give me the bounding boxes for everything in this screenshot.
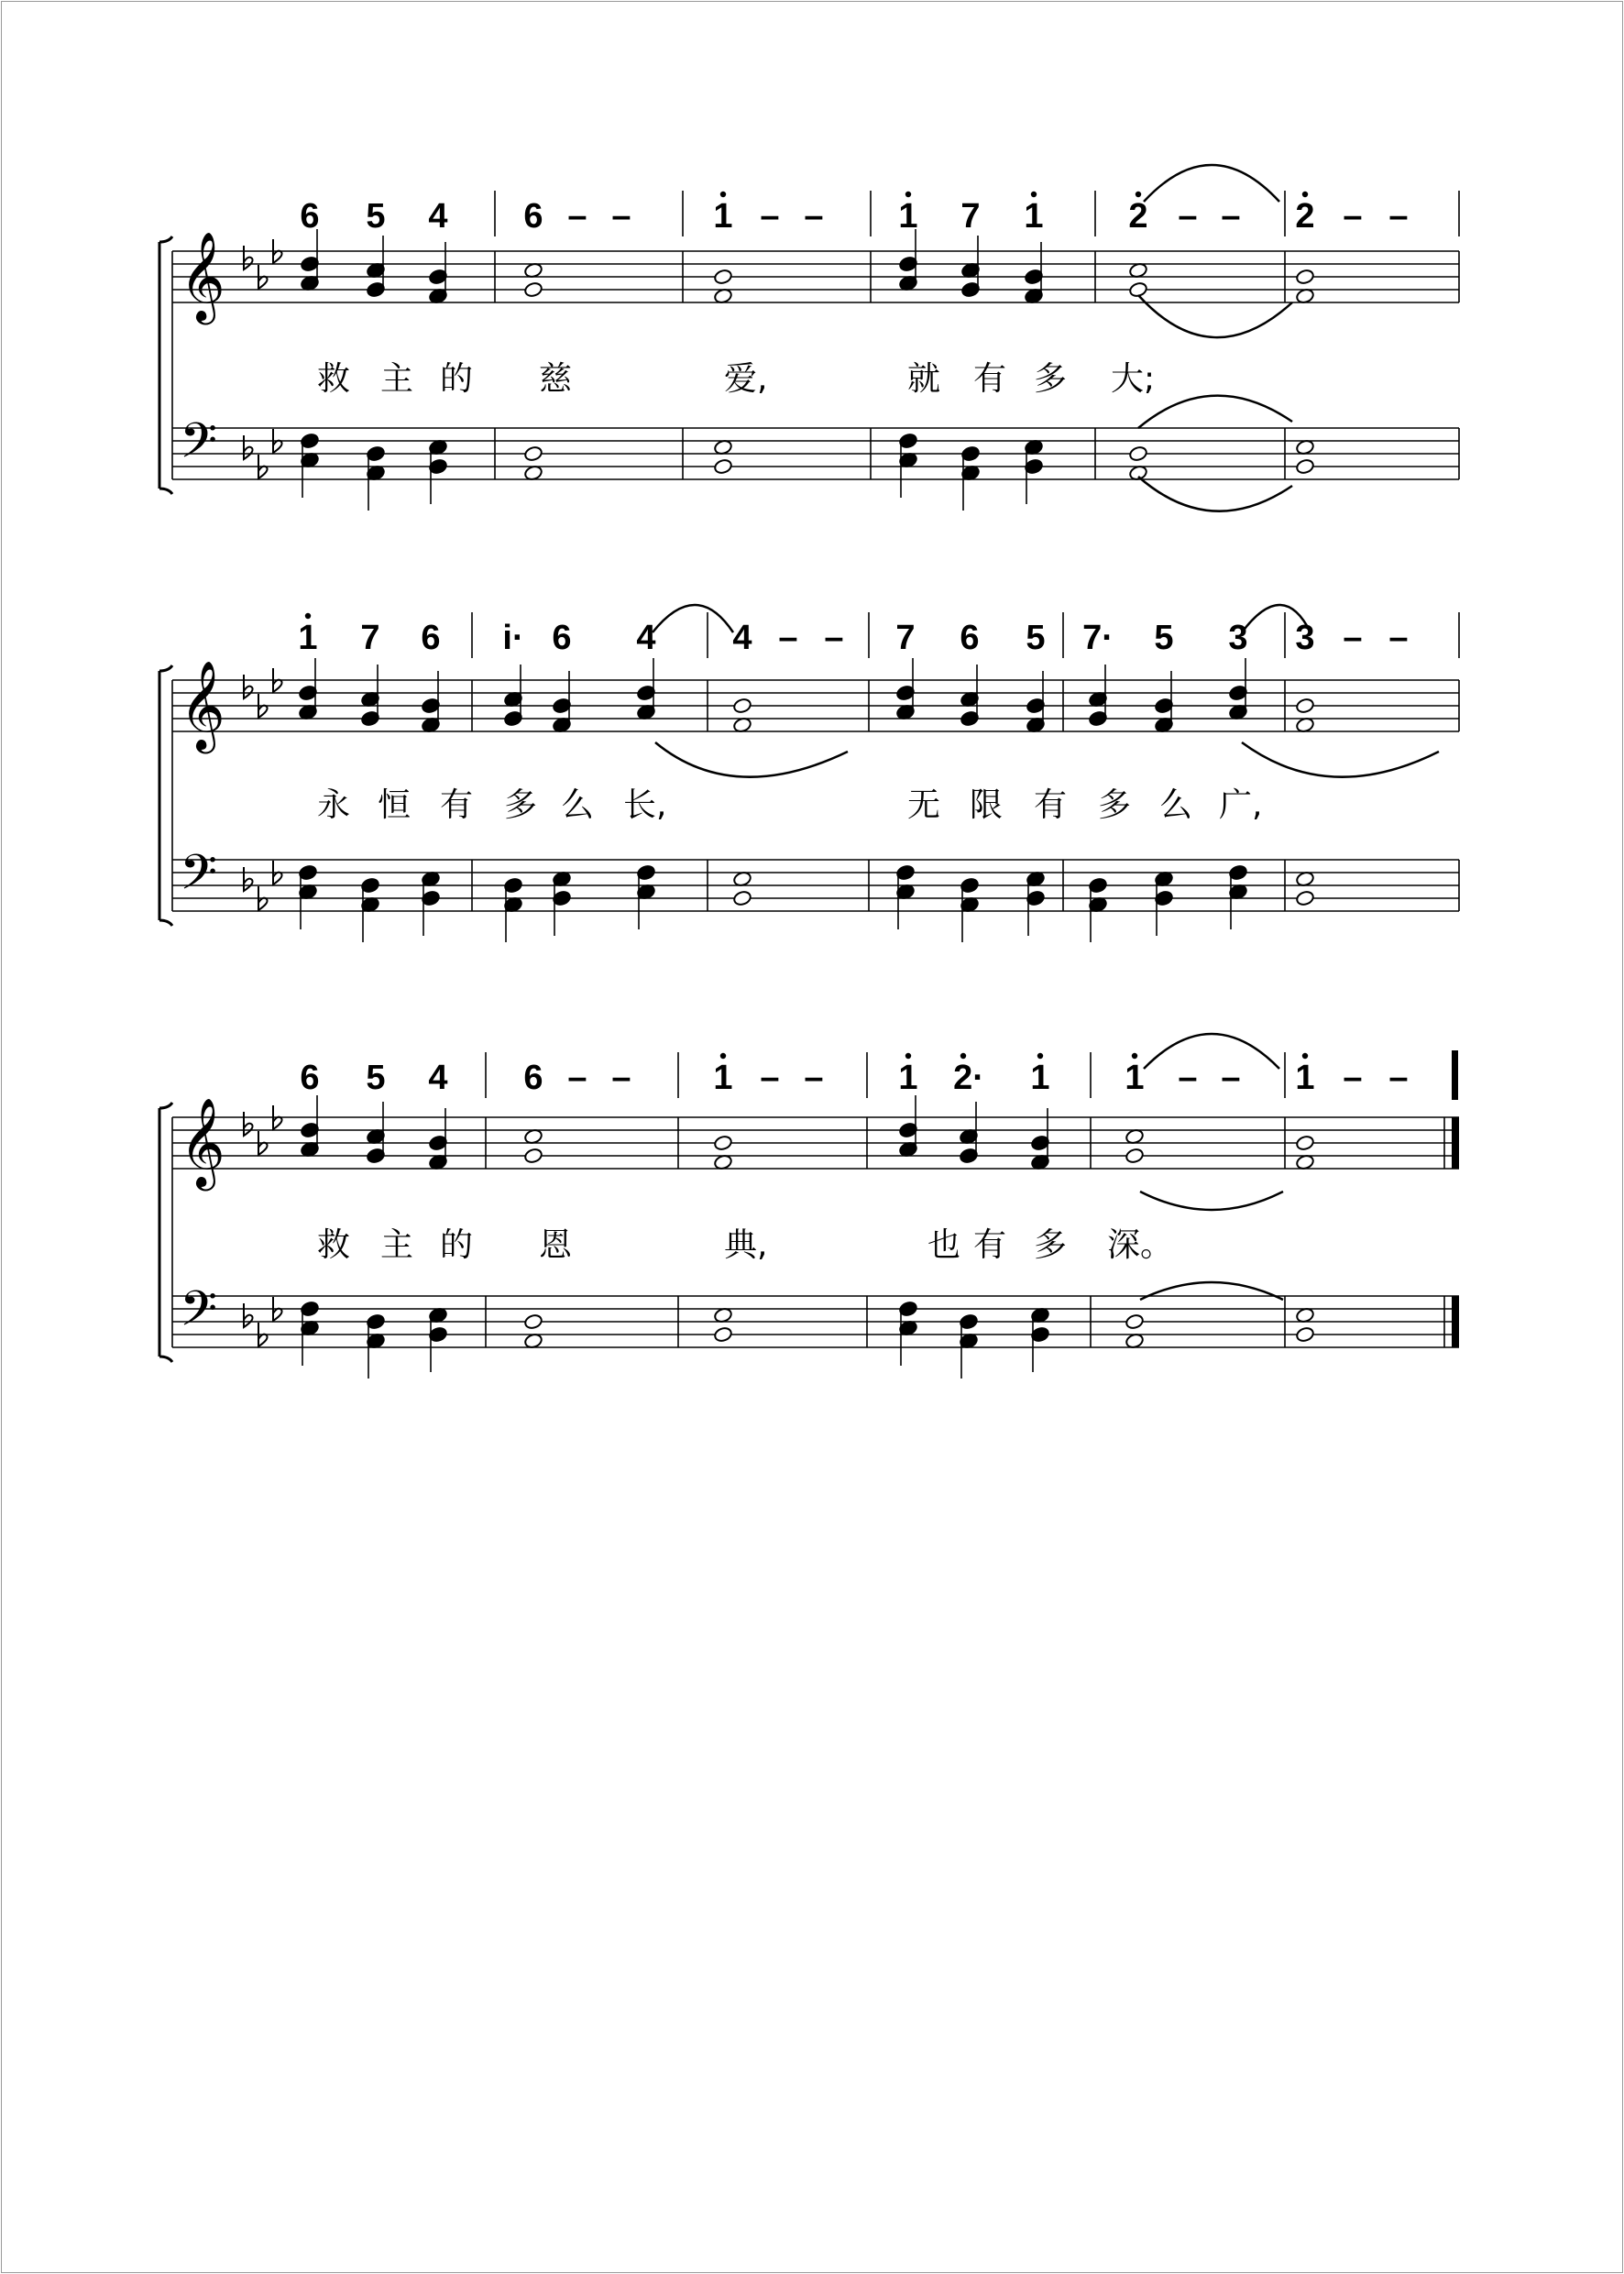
- jianpu-note: 5: [1026, 619, 1046, 657]
- slur: [1144, 165, 1279, 202]
- note-head: [523, 1313, 543, 1330]
- lyric-syllable: 有: [1034, 786, 1068, 824]
- slur: [1138, 295, 1292, 337]
- jianpu-note: –: [1388, 1059, 1409, 1097]
- jianpu-note: –: [567, 1059, 587, 1097]
- lyric-syllable: 恩: [539, 1226, 573, 1264]
- jianpu-note: 7: [360, 619, 380, 657]
- flat-sign: [244, 246, 253, 269]
- jianpu-note: –: [611, 1059, 631, 1097]
- lyric-syllable: 多: [1034, 360, 1068, 398]
- jianpu-note: 5: [1154, 619, 1174, 657]
- high-octave-dot: [1136, 192, 1141, 197]
- staff-bracket: [159, 236, 172, 494]
- note-head: [713, 1135, 732, 1151]
- jianpu-note: 1: [298, 619, 318, 657]
- jianpu-note: 6: [523, 1059, 543, 1097]
- jianpu-note: –: [1388, 197, 1409, 236]
- slur: [1144, 1034, 1279, 1069]
- flat-sign: [244, 1112, 253, 1136]
- note-head: [1125, 1148, 1144, 1164]
- system-1: [159, 165, 1459, 511]
- jianpu-note: 3: [1295, 619, 1315, 657]
- bass-clef: 𝄢: [180, 1281, 218, 1349]
- jianpu-note: –: [1221, 197, 1241, 236]
- jianpu-note: –: [824, 619, 844, 657]
- note-head: [1128, 445, 1147, 462]
- jianpu-note: 1: [1125, 1059, 1145, 1097]
- jianpu-note: 6: [300, 1059, 320, 1097]
- jianpu-note: 5: [366, 197, 386, 236]
- jianpu-note: 4: [428, 1059, 448, 1097]
- jianpu-note: 4: [732, 619, 752, 657]
- lyric-syllable: 大;: [1111, 360, 1156, 398]
- jianpu-note: 6: [960, 619, 980, 657]
- high-octave-dot: [720, 192, 726, 197]
- lyric-syllable: 救: [317, 1226, 351, 1264]
- note-head: [1125, 1313, 1144, 1330]
- jianpu-note: 1: [898, 1059, 918, 1097]
- slur: [1138, 396, 1292, 428]
- lyric-syllable: 典,: [724, 1226, 768, 1264]
- jianpu-note: 6: [421, 619, 441, 657]
- lyric-syllable: 无: [907, 786, 941, 824]
- flat-sign: [244, 675, 253, 698]
- lyric-syllable: 也: [927, 1226, 961, 1264]
- lyric-syllable: 么: [561, 786, 595, 824]
- bass-clef: 𝄢: [180, 413, 218, 481]
- note-head: [713, 1326, 732, 1343]
- jianpu-note: –: [760, 197, 780, 236]
- jianpu-note: 1: [713, 1059, 733, 1097]
- flat-sign: [244, 867, 253, 891]
- note-head: [1295, 458, 1314, 475]
- note-head: [732, 698, 752, 714]
- staff-bracket: [159, 1103, 172, 1362]
- lyric-syllable: 主: [380, 360, 414, 398]
- jianpu-note: –: [567, 197, 587, 236]
- treble-clef: 𝄞: [180, 660, 225, 750]
- slur: [1140, 1282, 1283, 1300]
- lyric-syllable: 就: [907, 360, 941, 398]
- note-head: [713, 458, 732, 475]
- lyric-syllable: 深。: [1107, 1226, 1174, 1264]
- jianpu-note: 2: [1128, 197, 1148, 236]
- jianpu-note: –: [804, 197, 824, 236]
- flat-sign: [244, 1303, 253, 1327]
- jianpu-note: 1: [713, 197, 733, 236]
- high-octave-dot: [1132, 1053, 1137, 1059]
- jianpu-note: –: [1343, 197, 1363, 236]
- jianpu-note: –: [1343, 619, 1363, 657]
- jianpu-note: 3: [1228, 619, 1248, 657]
- slur: [655, 742, 848, 777]
- treble-clef: 𝄞: [180, 231, 225, 321]
- treble-clef: 𝄞: [180, 1097, 225, 1187]
- slur: [1242, 742, 1439, 777]
- jianpu-note: 6: [523, 197, 543, 236]
- high-octave-dot: [1031, 192, 1037, 197]
- jianpu-note: 1: [898, 197, 918, 236]
- jianpu-note: –: [760, 1059, 780, 1097]
- jianpu-note: 6: [300, 197, 320, 236]
- jianpu-note: –: [611, 197, 631, 236]
- final-barline: [1452, 1296, 1459, 1347]
- slur: [1140, 1192, 1283, 1210]
- lyric-syllable: 多: [1034, 1226, 1068, 1264]
- system-3: [159, 1034, 1459, 1379]
- jianpu-note: i·: [502, 619, 524, 657]
- lyric-syllable: 的: [440, 360, 474, 398]
- jianpu-note: 4: [636, 619, 656, 657]
- lyric-syllable: 多: [1098, 786, 1132, 824]
- high-octave-dot: [720, 1053, 726, 1059]
- lyric-syllable: 长,: [623, 786, 667, 824]
- jianpu-note: –: [1343, 1059, 1363, 1097]
- note-head: [523, 1148, 543, 1164]
- flat-sign: [244, 435, 253, 459]
- high-octave-dot: [905, 192, 911, 197]
- jianpu-note: 4: [428, 197, 448, 236]
- note-head: [523, 445, 543, 462]
- high-octave-dot: [305, 613, 311, 619]
- jianpu-note: –: [804, 1059, 824, 1097]
- high-octave-dot: [1037, 1053, 1043, 1059]
- high-octave-dot: [1302, 1053, 1308, 1059]
- jianpu-note: –: [1178, 1059, 1198, 1097]
- lyric-syllable: 永: [317, 786, 351, 824]
- note-head: [732, 890, 752, 906]
- jianpu-note: 6: [552, 619, 572, 657]
- lyric-syllable: 救: [317, 360, 351, 398]
- slur: [653, 605, 733, 632]
- lyric-syllable: 有: [973, 1226, 1007, 1264]
- bass-clef: 𝄢: [180, 845, 218, 913]
- lyric-syllable: 有: [973, 360, 1007, 398]
- high-octave-dot: [960, 1053, 966, 1059]
- lyric-syllable: 主: [380, 1226, 414, 1264]
- high-octave-dot: [1302, 192, 1308, 197]
- note-head: [1295, 269, 1314, 285]
- note-head: [1295, 1135, 1314, 1151]
- jianpu-note: –: [1388, 619, 1409, 657]
- lyric-syllable: 慈: [539, 360, 573, 398]
- lyric-syllable: 多: [504, 786, 538, 824]
- lyric-syllable: 恒: [378, 786, 411, 824]
- jianpu-note: 7: [960, 197, 981, 236]
- jianpu-note: 1: [1024, 197, 1044, 236]
- jianpu-note: 2: [1295, 197, 1315, 236]
- jianpu-note: –: [1178, 197, 1198, 236]
- note-head: [1295, 890, 1314, 906]
- jianpu-note: –: [778, 619, 798, 657]
- lyric-syllable: 的: [440, 1226, 474, 1264]
- note-head: [713, 269, 732, 285]
- jianpu-note: 7·: [1082, 619, 1114, 657]
- lyric-syllable: 爱,: [724, 360, 768, 398]
- jianpu-note: –: [1221, 1059, 1241, 1097]
- jianpu-note: 5: [366, 1059, 386, 1097]
- slur: [1138, 477, 1292, 511]
- jianpu-final-barline: [1452, 1050, 1458, 1100]
- final-barline: [1452, 1117, 1459, 1169]
- note-head: [1295, 1326, 1314, 1343]
- lyric-syllable: 限: [970, 786, 1004, 824]
- lyric-syllable: 么: [1159, 786, 1193, 824]
- note-head: [1295, 698, 1314, 714]
- jianpu-note: 1: [1295, 1059, 1315, 1097]
- note-head: [523, 281, 543, 298]
- high-octave-dot: [905, 1053, 911, 1059]
- jianpu-note: 1: [1030, 1059, 1050, 1097]
- system-2: [159, 605, 1459, 942]
- lyric-syllable: 广,: [1219, 786, 1263, 824]
- staff-bracket: [159, 665, 172, 926]
- jianpu-note: 2·: [953, 1059, 984, 1097]
- jianpu-note: 7: [895, 619, 916, 657]
- lyric-syllable: 有: [440, 786, 474, 824]
